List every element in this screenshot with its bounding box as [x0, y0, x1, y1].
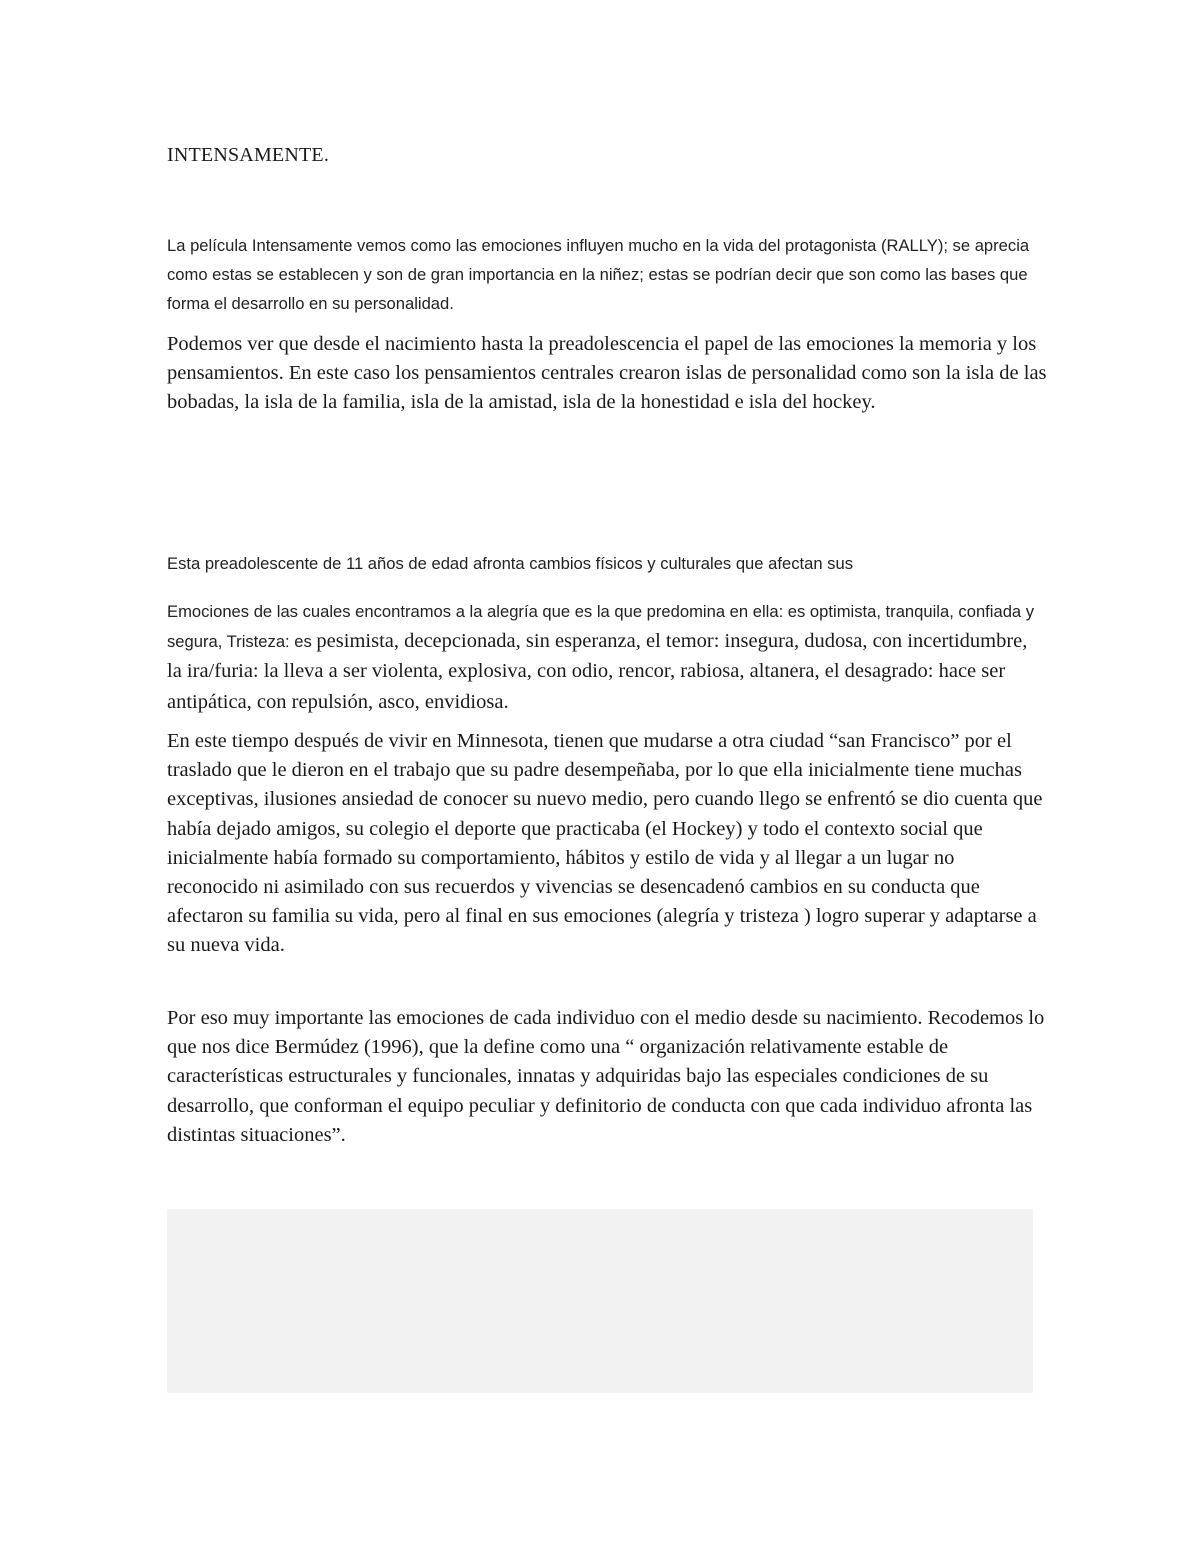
paragraph-conclusion: Por eso muy importante las emociones de cada individuo con el medio desde su nacimiento. Recodemos lo que nos dice Bermúdez (1996), que la define como una “ organización relativamente estable de características estructurales y funcionales, innatas y adquiridas bajo las especiales condiciones de su desarrollo, que conforman el equipo peculiar y definitorio de conducta con que cada individuo afronta las distintas situaciones”.	[167, 1007, 1045, 1146]
image-placeholder	[167, 1209, 1033, 1393]
paragraph-age: Esta preadolescente de 11 años de edad afronta cambios físicos y culturales que afectan sus	[167, 554, 853, 573]
intro-paragraph: La película Intensamente vemos como las emociones influyen mucho en la vida del protagonista (RALLY); se aprecia como estas se establecen y son de gran importancia en la niñez; estas se podrían decir que son como las bases que forma el desarrollo en su personalidad.	[167, 236, 1030, 313]
paragraph-emotions	[167, 597, 1047, 718]
paragraph-islands: Podemos ver que desde el nacimiento hasta la preadolescencia el papel de las emociones la memoria y los pensamientos. En este caso los pensamientos centrales crearon islas de personalidad como son la isla de las bobadas, la isla de la familia, isla de la amistad, isla de la honestidad e isla del hockey.	[167, 333, 1047, 414]
document-title: INTENSAMENTE.	[167, 144, 330, 166]
paragraph-emotions-serif-part: pesimista, decepcionada, sin esperanza, el temor: insegura, dudosa, con incertidumbre, la ira/furia: la lleva a ser violenta, explosiva, con odio, rencor, rabiosa, altanera, el desagrado: hace ser antipática, con repulsión, asco, envidiosa.	[167, 630, 1028, 713]
paragraph-move: En este tiempo después de vivir en Minnesota, tienen que mudarse a otra ciudad “san Francisco” por el traslado que le dieron en el trabajo que su padre desempeñaba, por lo que ella inicialmente tiene muchas exceptivas, ilusiones ansiedad de conocer su nuevo medio, pero cuando llego se enfrentó se dio cuenta que había dejado amigos, su colegio el deporte que practicaba (el Hockey) y todo el contexto social que inicialmente había formado su comportamiento, hábitos y estilo de vida y al llegar a un lugar no reconocido ni asimilado con sus recuerdos y vivencias se desencadenó cambios en su conducta que afectaron su familia su vida, pero al final en sus emociones (alegría y tristeza ) logro superar y adaptarse a su nueva vida.	[167, 730, 1043, 957]
paragraph-emotions-sans-part: Emociones de las cuales encontramos a la alegría que es la que predomina en ella: es optimista, tranquila, confiada y segura, Tristeza: es	[167, 602, 1035, 652]
